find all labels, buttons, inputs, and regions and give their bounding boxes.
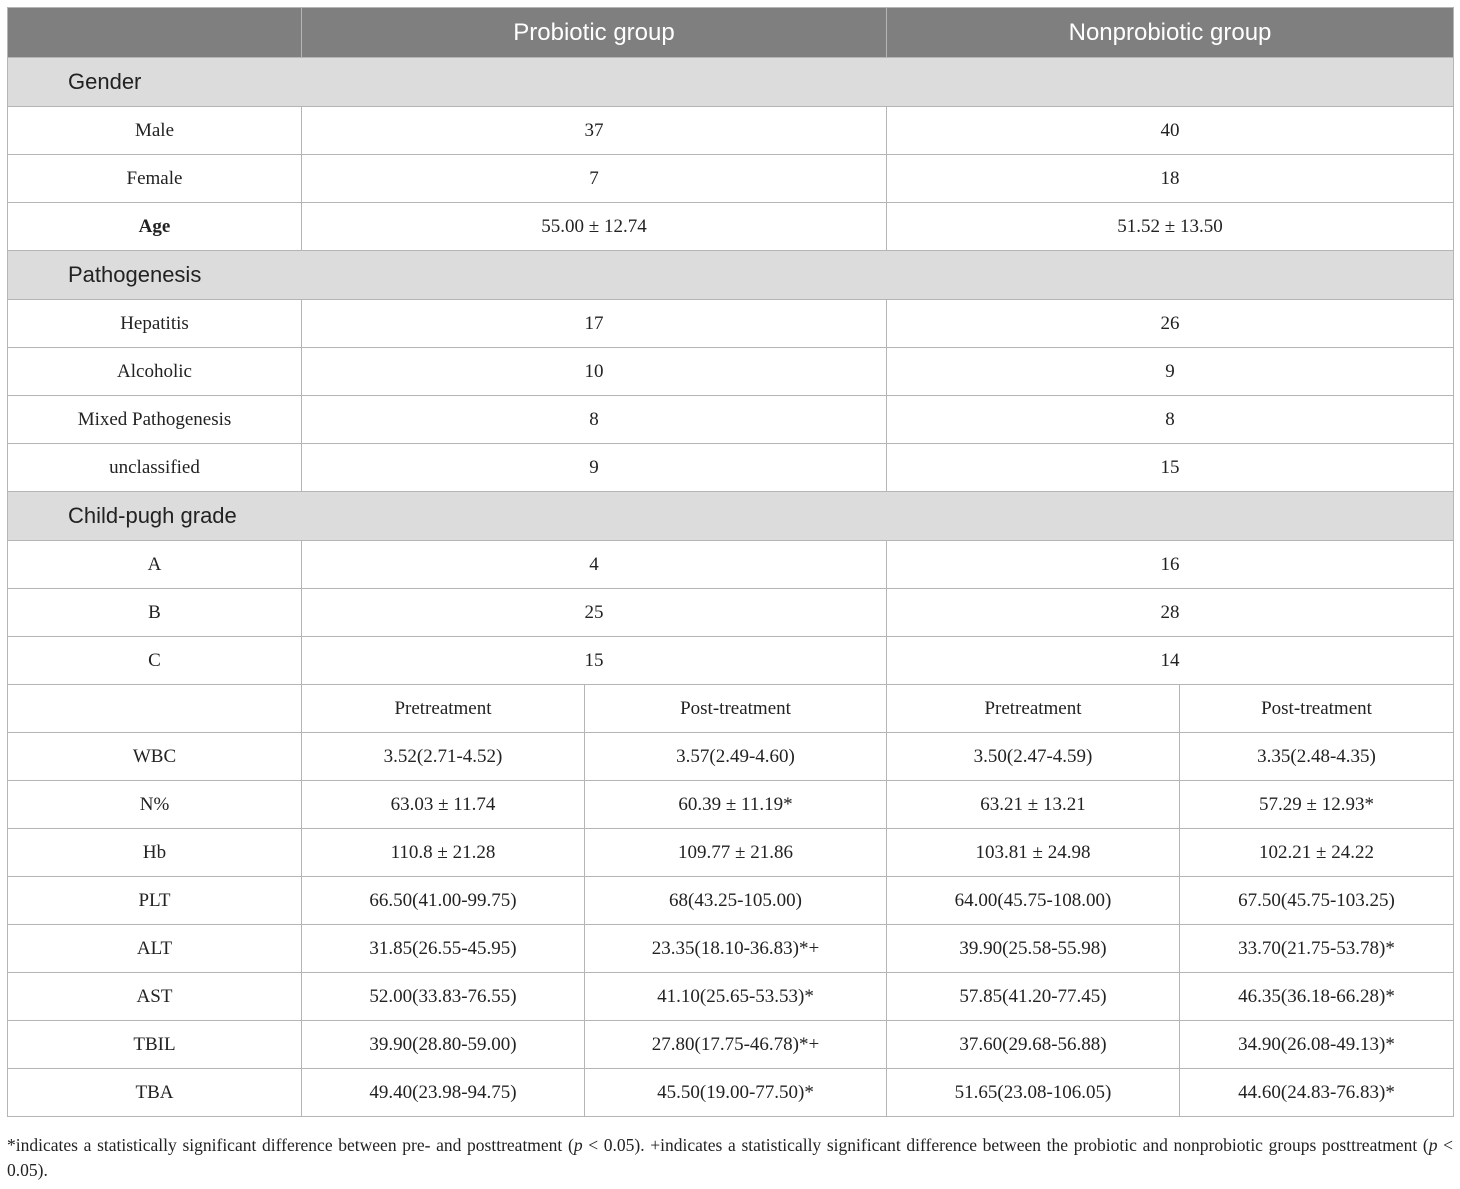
probiotic-pre-value: 110.8 ± 21.28 — [302, 829, 585, 877]
baseline-characteristics-table — [7, 7, 1454, 1117]
probiotic-value: 7 — [302, 155, 887, 203]
header-nonprobiotic-group: Nonprobiotic group — [887, 8, 1454, 58]
nonprobiotic-post-value: 46.35(36.18-66.28)* — [1180, 973, 1454, 1021]
table-row — [8, 637, 1454, 685]
probiotic-post-value: 27.80(17.75-46.78)*+ — [585, 1021, 887, 1069]
section-row-pathogenesis — [8, 251, 1454, 300]
nonprobiotic-post-value: 33.70(21.75-53.78)* — [1180, 925, 1454, 973]
probiotic-post-value: 41.10(25.65-53.53)* — [585, 973, 887, 1021]
lab-row-plt — [8, 877, 1454, 925]
nonprobiotic-post-value: 34.90(26.08-49.13)* — [1180, 1021, 1454, 1069]
row-label: Mixed Pathogenesis — [8, 396, 302, 444]
row-label: PLT — [8, 877, 302, 925]
nonprobiotic-pre-value: 51.65(23.08-106.05) — [887, 1069, 1180, 1117]
probiotic-value: 37 — [302, 107, 887, 155]
row-label: Female — [8, 155, 302, 203]
row-label: C — [8, 637, 302, 685]
table-row — [8, 348, 1454, 396]
nonprobiotic-pre-value: 103.81 ± 24.98 — [887, 829, 1180, 877]
nonprobiotic-value: 8 — [887, 396, 1454, 444]
table-row — [8, 300, 1454, 348]
nonprobiotic-value: 9 — [887, 348, 1454, 396]
probiotic-pre-value: 3.52(2.71-4.52) — [302, 733, 585, 781]
row-label: A — [8, 541, 302, 589]
probiotic-pre-value: 39.90(28.80-59.00) — [302, 1021, 585, 1069]
probiotic-pre-value: 63.03 ± 11.74 — [302, 781, 585, 829]
probiotic-value: 8 — [302, 396, 887, 444]
lab-row-wbc — [8, 733, 1454, 781]
nonprobiotic-value: 26 — [887, 300, 1454, 348]
probiotic-value: 17 — [302, 300, 887, 348]
section-row-child-pugh — [8, 492, 1454, 541]
table-row-age — [8, 203, 1454, 251]
table-row — [8, 444, 1454, 492]
probiotic-post-value: 68(43.25-105.00) — [585, 877, 887, 925]
row-label-age: Age — [8, 203, 302, 251]
row-label: TBIL — [8, 1021, 302, 1069]
row-label: Alcoholic — [8, 348, 302, 396]
nonprobiotic-pretreatment-header: Pretreatment — [887, 685, 1180, 733]
table-header-row — [8, 8, 1454, 58]
probiotic-pre-value: 31.85(26.55-45.95) — [302, 925, 585, 973]
nonprobiotic-pre-value: 3.50(2.47-4.59) — [887, 733, 1180, 781]
row-label: WBC — [8, 733, 302, 781]
probiotic-post-value: 109.77 ± 21.86 — [585, 829, 887, 877]
lab-row-alt — [8, 925, 1454, 973]
lab-row-tba — [8, 1069, 1454, 1117]
nonprobiotic-post-value: 67.50(45.75-103.25) — [1180, 877, 1454, 925]
nonprobiotic-post-value: 57.29 ± 12.93* — [1180, 781, 1454, 829]
lab-row-ast — [8, 973, 1454, 1021]
probiotic-value: 15 — [302, 637, 887, 685]
header-blank-cell — [8, 8, 302, 58]
lab-row-neutrophil — [8, 781, 1454, 829]
section-row-gender — [8, 58, 1454, 107]
nonprobiotic-pre-value: 39.90(25.58-55.98) — [887, 925, 1180, 973]
probiotic-value: 10 — [302, 348, 887, 396]
nonprobiotic-value: 14 — [887, 637, 1454, 685]
probiotic-value: 55.00 ± 12.74 — [302, 203, 887, 251]
nonprobiotic-value: 16 — [887, 541, 1454, 589]
section-title-gender: Gender — [8, 58, 1454, 107]
nonprobiotic-value: 40 — [887, 107, 1454, 155]
footnote-text-2: < 0.05). +indicates a statistically significant difference between the probiotic and nonprobiotic groups posttreatment ( — [582, 1135, 1429, 1155]
probiotic-posttreatment-header: Post-treatment — [585, 685, 887, 733]
probiotic-post-value: 45.50(19.00-77.50)* — [585, 1069, 887, 1117]
probiotic-post-value: 60.39 ± 11.19* — [585, 781, 887, 829]
row-label: Male — [8, 107, 302, 155]
lab-row-hb — [8, 829, 1454, 877]
lab-row-tbil — [8, 1021, 1454, 1069]
probiotic-pre-value: 49.40(23.98-94.75) — [302, 1069, 585, 1117]
section-title-child-pugh: Child-pugh grade — [8, 492, 1454, 541]
row-label: N% — [8, 781, 302, 829]
nonprobiotic-pre-value: 63.21 ± 13.21 — [887, 781, 1180, 829]
nonprobiotic-pre-value: 64.00(45.75-108.00) — [887, 877, 1180, 925]
section-title-pathogenesis: Pathogenesis — [8, 251, 1454, 300]
nonprobiotic-pre-value: 57.85(41.20-77.45) — [887, 973, 1180, 1021]
probiotic-value: 4 — [302, 541, 887, 589]
table-row — [8, 541, 1454, 589]
treatment-header-row — [8, 685, 1454, 733]
nonprobiotic-post-value: 102.21 ± 24.22 — [1180, 829, 1454, 877]
probiotic-pretreatment-header: Pretreatment — [302, 685, 585, 733]
row-label: ALT — [8, 925, 302, 973]
table-row — [8, 107, 1454, 155]
table-row — [8, 155, 1454, 203]
row-label: Hb — [8, 829, 302, 877]
nonprobiotic-value: 18 — [887, 155, 1454, 203]
row-label: AST — [8, 973, 302, 1021]
table-footnote — [7, 1133, 1453, 1183]
probiotic-value: 9 — [302, 444, 887, 492]
row-label: TBA — [8, 1069, 302, 1117]
footnote-p-symbol-2: p — [1428, 1135, 1438, 1155]
nonprobiotic-value: 28 — [887, 589, 1454, 637]
nonprobiotic-pre-value: 37.60(29.68-56.88) — [887, 1021, 1180, 1069]
nonprobiotic-value: 51.52 ± 13.50 — [887, 203, 1454, 251]
row-label: unclassified — [8, 444, 302, 492]
footnote-p-symbol-1: p — [573, 1135, 583, 1155]
row-label: Hepatitis — [8, 300, 302, 348]
probiotic-post-value: 23.35(18.10-36.83)*+ — [585, 925, 887, 973]
nonprobiotic-post-value: 3.35(2.48-4.35) — [1180, 733, 1454, 781]
probiotic-pre-value: 66.50(41.00-99.75) — [302, 877, 585, 925]
row-label: B — [8, 589, 302, 637]
probiotic-pre-value: 52.00(33.83-76.55) — [302, 973, 585, 1021]
table-row — [8, 396, 1454, 444]
nonprobiotic-posttreatment-header: Post-treatment — [1180, 685, 1454, 733]
footnote-text-3: < 0.05). — [7, 1135, 1453, 1180]
table-row — [8, 589, 1454, 637]
header-probiotic-group: Probiotic group — [302, 8, 887, 58]
treatment-header-blank — [8, 685, 302, 733]
nonprobiotic-post-value: 44.60(24.83-76.83)* — [1180, 1069, 1454, 1117]
footnote-text-1: *indicates a statistically significant difference between pre- and posttreatment ( — [7, 1135, 574, 1155]
nonprobiotic-value: 15 — [887, 444, 1454, 492]
probiotic-value: 25 — [302, 589, 887, 637]
probiotic-post-value: 3.57(2.49-4.60) — [585, 733, 887, 781]
